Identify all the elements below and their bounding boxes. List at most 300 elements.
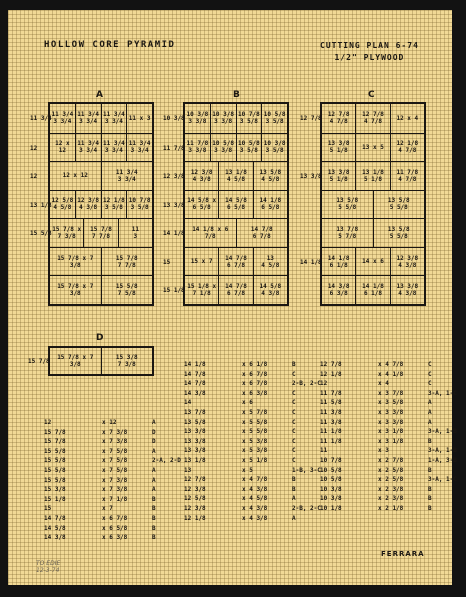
- diagram-cell: 14 7/8 6 7/8: [236, 219, 288, 247]
- diagram-row: [322, 275, 424, 304]
- cut-list-board: C: [292, 428, 296, 436]
- cut-list-item: [320, 370, 457, 380]
- diagram-row: [322, 133, 424, 162]
- plan-line-1: CUTTING PLAN 6-74: [320, 41, 419, 50]
- cut-list-dimension: x 3 3/8: [378, 418, 404, 426]
- cut-list-item: [44, 495, 181, 505]
- graph-paper: [8, 10, 457, 585]
- cut-list-dimension: x 3 3/8: [378, 408, 404, 416]
- cut-list-item: [320, 418, 457, 428]
- cut-list-dimension: 15 5/8: [44, 457, 66, 465]
- diagram-cell: 10 5/8 3 5/8: [236, 134, 262, 162]
- cut-list-dimension: 14 3/8: [44, 534, 66, 542]
- cut-list-board: 1-B, 3-C: [292, 466, 321, 474]
- cut-list-dimension: 12 7/8: [184, 476, 206, 484]
- row-dimension-label: 12 7/8: [300, 115, 322, 123]
- cut-list-item: [184, 389, 321, 399]
- diagram-row: [163, 190, 287, 219]
- diagram-cell: 15 7/8 7 7/8: [83, 219, 117, 247]
- cut-list-dimension: 15: [44, 505, 52, 513]
- cut-list-item: [320, 427, 457, 437]
- diagram-cell: 13 3/8 5 1/8: [327, 140, 350, 155]
- cut-list-dimension: x 4 5/8: [242, 495, 268, 503]
- cut-list-dimension: x 3 1/8: [378, 437, 404, 445]
- diagram-row: [30, 161, 152, 190]
- cutting-diagram-b: [163, 102, 289, 306]
- cut-list-dimension: 11 3/8: [320, 418, 342, 426]
- diagram-cell: 14 5/8 x 6 5/8: [187, 197, 217, 212]
- cut-list-item: [44, 533, 181, 543]
- cut-list-dimension: 11 5/8: [320, 399, 342, 407]
- cut-list-dimension: 11 7/8: [320, 389, 342, 397]
- cut-list-board: B: [152, 495, 156, 503]
- diagram-label-c: C: [368, 90, 375, 100]
- cut-list-item: [44, 504, 181, 514]
- cut-list-item: [44, 437, 181, 447]
- cut-list-board: C: [428, 370, 432, 378]
- cut-list-dimension: 11 3/8: [320, 408, 342, 416]
- diagram-row: [28, 348, 152, 374]
- diagram-cell: 15 7/8 x 7 3/8: [57, 254, 94, 269]
- cut-list-dimension: x 5 5/8: [242, 428, 268, 436]
- diagram-row: [163, 275, 287, 304]
- diagram-cell: 12 5/8 4 5/8: [51, 197, 74, 212]
- diagram-row: [163, 218, 287, 247]
- cut-list-dimension: 13 1/8: [184, 456, 206, 464]
- cut-list-dimension: 14 7/8: [44, 514, 66, 522]
- cut-list-dimension: 10 5/8: [320, 466, 342, 474]
- row-dimension-label: 15: [163, 258, 171, 266]
- cut-list-board: C: [292, 456, 296, 464]
- cut-list-dimension: 13 3/8: [184, 447, 206, 455]
- cut-list-item: [44, 514, 181, 524]
- cut-list-dimension: x 5: [242, 466, 253, 474]
- cut-list-dimension: x 6 1/8: [242, 361, 268, 368]
- cut-list-dimension: x 5 1/8: [242, 456, 268, 464]
- cut-list-dimension: 11: [320, 447, 328, 455]
- cut-list-dimension: x 4 7/8: [242, 476, 268, 484]
- cut-list-dimension: x 7 1/8: [102, 495, 128, 503]
- cut-list-dimension: 14: [184, 399, 192, 407]
- row-dimension-label: 11 3/4: [30, 115, 52, 123]
- cut-list-dimension: 15 5/8: [44, 476, 66, 484]
- cut-list-dimension: x 2 5/8: [378, 476, 404, 484]
- cut-list-item: [184, 504, 321, 514]
- cut-list-dimension: 13 3/8: [184, 428, 206, 436]
- row-dimension-label: 15 1/8: [163, 287, 185, 295]
- cut-list-dimension: 15 3/8: [44, 486, 66, 494]
- cut-list-left: [44, 418, 181, 543]
- cut-list-dimension: x 2 5/8: [378, 466, 404, 474]
- cut-list-item: [184, 398, 321, 408]
- cut-list-dimension: x 6 7/8: [242, 380, 268, 388]
- diagram-cell: 15 7/8 x 7 3/8: [57, 354, 94, 368]
- cut-list-dimension: x 6 3/8: [102, 534, 128, 542]
- diagram-cell: 14 1/8 x 6 7/8: [192, 226, 229, 241]
- cut-list-item: [320, 389, 457, 399]
- cut-list-item: [184, 408, 321, 418]
- diagram-cell: 13 1/8 4 5/8: [218, 162, 252, 190]
- diagram-cell: 15 x 7: [190, 258, 213, 266]
- diagram-cell: 15 7/8 7 7/8: [101, 248, 153, 276]
- cut-list-board: A: [152, 476, 156, 484]
- cut-list-dimension: x 4 3/8: [242, 485, 268, 493]
- diagram-cell: 10 3/8 3 3/8: [186, 111, 209, 126]
- diagram-row: [322, 190, 424, 219]
- cut-list-item: [44, 447, 181, 457]
- diagram-cell: 12 3/8 4 3/8: [190, 168, 213, 183]
- diagram-row: [50, 247, 152, 276]
- cut-list-item: [184, 475, 321, 485]
- cut-list-dimension: x 4 3/8: [242, 504, 268, 512]
- cut-list-board: A: [428, 408, 432, 416]
- cut-list-board: B: [428, 437, 432, 445]
- cut-list-item: [320, 360, 457, 370]
- diagram-row: [300, 104, 424, 133]
- dedication-line-2: 12-3-74: [36, 567, 60, 574]
- diagram-cell: 12 1/8 4 7/8: [390, 134, 424, 162]
- row-dimension-label: 13 3/8: [300, 173, 322, 181]
- cut-list-board: B: [428, 466, 432, 474]
- cut-list-dimension: 11 1/8: [320, 437, 342, 445]
- cut-list-item: [320, 475, 457, 485]
- cut-list-board: A: [292, 495, 296, 503]
- row-dimension-label: 15 5/8: [30, 230, 52, 238]
- cut-list-dimension: 12 3/8: [184, 504, 206, 512]
- cut-list-item: [184, 418, 321, 428]
- cut-list-dimension: 12 5/8: [184, 495, 206, 503]
- cut-list-board: C: [292, 370, 296, 378]
- cut-list-item: [44, 428, 181, 438]
- diagram-cell: 11 7/8 4 7/8: [390, 162, 424, 190]
- diagram-cell: 11 3/4 3 3/4: [126, 134, 152, 162]
- cut-list-dimension: 14 3/8: [184, 389, 206, 397]
- cut-list-item: [44, 456, 181, 466]
- diagram-cell: 11 3/4 3 3/4: [75, 134, 101, 162]
- cut-list-board: C: [292, 418, 296, 426]
- cut-list-dimension: 13 3/8: [184, 437, 206, 445]
- cut-list-dimension: 15 7/8: [44, 438, 66, 446]
- cut-list-board: C: [428, 380, 432, 388]
- cut-list-item: [184, 370, 321, 380]
- cut-list-dimension: 14 5/8: [44, 524, 66, 532]
- diagram-label-a: A: [96, 90, 103, 100]
- cut-list-dimension: 12 3/8: [184, 485, 206, 493]
- cut-list-dimension: 11 1/8: [320, 428, 342, 436]
- cut-list-dimension: 10 7/8: [320, 456, 342, 464]
- cut-list-item: [184, 379, 321, 389]
- plan-heading: [320, 40, 419, 64]
- cut-list-board: B: [428, 504, 432, 512]
- row-dimension-label: 12 3/8: [163, 173, 185, 181]
- cut-list-item: [320, 504, 457, 514]
- cut-list-dimension: x 7 5/8: [102, 447, 128, 455]
- diagram-cell: 14 3/8 6 3/8: [327, 283, 350, 298]
- diagram-cell: 13 7/8 5 7/8: [336, 226, 359, 241]
- cut-list-dimension: x 4: [378, 380, 389, 388]
- cut-list-board: D: [152, 438, 156, 446]
- cut-list-dimension: x 2 1/8: [378, 504, 404, 512]
- diagram-cell: 10 3/8 3 5/8: [261, 134, 287, 162]
- diagram-cell: 11 3/4 3 3/4: [101, 134, 127, 162]
- diagram-cell: 11 3: [118, 219, 152, 247]
- diagram-row: [300, 247, 424, 276]
- cut-list-board: D: [152, 428, 156, 436]
- diagram-cell: 12 x 12: [55, 140, 70, 155]
- cut-list-item: [44, 485, 181, 495]
- cut-list-item: [184, 437, 321, 447]
- cut-list-dimension: x 7 3/8: [102, 476, 128, 484]
- row-dimension-label: 14 1/8: [300, 258, 322, 266]
- cut-list-dimension: x 5 7/8: [242, 408, 268, 416]
- cut-list-dimension: 15 7/8: [44, 428, 66, 436]
- diagram-cell: 14 1/8 6 1/8: [327, 254, 350, 269]
- cut-list-middle: [184, 360, 321, 523]
- diagram-cell: 15 3/8 7 3/8: [101, 348, 153, 374]
- cut-list-dimension: 10 3/8: [320, 495, 342, 503]
- artist-signature: FERRARA: [381, 550, 425, 558]
- diagram-row: [30, 104, 152, 133]
- diagram-cell: 11 3/4 3 3/4: [101, 104, 127, 133]
- diagram-cell: 15 7/8 x 7 3/8: [52, 226, 82, 241]
- cut-list-item: [184, 456, 321, 466]
- diagram-cell: 14 x 6: [355, 248, 389, 276]
- row-dimension-label: 14 1/8: [163, 230, 185, 238]
- cut-list-board: A: [152, 466, 156, 474]
- cut-list-board: 3-A, 1-B: [428, 447, 457, 455]
- cut-list-dimension: x 7 5/8: [102, 457, 128, 465]
- cut-list-right: [320, 360, 457, 514]
- diagram-cell: 11 3/4 3 3/4: [75, 104, 101, 133]
- diagram-cell: 14 7/8 6 7/8: [218, 276, 252, 304]
- diagram-row: [163, 104, 287, 133]
- diagram-row: [30, 190, 152, 219]
- cut-list-dimension: x 5 5/8: [242, 418, 268, 426]
- cut-list-dimension: 15 5/8: [44, 447, 66, 455]
- cut-list-dimension: x 6 7/8: [102, 514, 128, 522]
- dedication-note: [36, 560, 60, 574]
- diagram-cell: 15 5/8 7 5/8: [101, 276, 153, 304]
- cut-list-item: [184, 485, 321, 495]
- diagram-cell: 12 3/8 4 3/8: [75, 191, 101, 219]
- cut-list-item: [320, 485, 457, 495]
- diagram-cell: 12 1/8 3 5/8: [101, 191, 127, 219]
- diagram-cell: 15 1/8 x 7 1/8: [187, 283, 217, 298]
- row-dimension-label: 13 3/8: [163, 201, 185, 209]
- cut-list-dimension: x 6 7/8: [242, 370, 268, 378]
- cutting-diagram-d: [28, 346, 154, 376]
- cut-list-board: A: [292, 514, 296, 522]
- diagram-label-b: B: [233, 90, 240, 100]
- cut-list-board: 2-A, 2-D: [152, 457, 181, 465]
- diagram-cell: 12 7/8 4 7/8: [327, 111, 350, 126]
- diagram-cell: 13 1/8 5 1/8: [355, 162, 389, 190]
- diagram-row: [300, 161, 424, 190]
- cutting-diagram-a: [30, 102, 154, 306]
- diagram-cell: 14 5/8 6 5/8: [218, 191, 252, 219]
- cut-list-dimension: x 12: [102, 419, 117, 426]
- diagram-cell: 14 1/8 6 1/8: [355, 276, 389, 304]
- cut-list-board: B: [428, 485, 432, 493]
- cut-list-item: [320, 398, 457, 408]
- diagram-cell: 14 1/8 6 5/8: [253, 191, 287, 219]
- diagram-cell: 15 7/8 x 7 3/8: [57, 283, 94, 298]
- diagram-cell: 11 3/4 3 3/4: [101, 162, 153, 190]
- cut-list-item: [320, 379, 457, 389]
- row-dimension-label: 13 1/8: [30, 201, 52, 209]
- cut-list-item: [44, 466, 181, 476]
- cut-list-dimension: 13 5/8: [184, 418, 206, 426]
- cut-list-board: B: [292, 476, 296, 484]
- cut-list-board: 3-A, 1-C: [428, 476, 457, 484]
- diagram-cell: 13 5/8 4 5/8: [253, 162, 287, 190]
- cut-list-item: [44, 476, 181, 486]
- cut-list-board: B: [152, 505, 156, 513]
- cut-list-dimension: 14 7/8: [184, 380, 206, 388]
- cut-list-board: A: [152, 486, 156, 494]
- cut-list-item: [320, 437, 457, 447]
- cut-list-dimension: x 5 3/8: [242, 447, 268, 455]
- cut-list-item: [184, 514, 321, 524]
- cut-list-item: [184, 360, 321, 370]
- row-dimension-label: 10 3/8: [163, 115, 185, 123]
- cut-list-board: 3-A, 1-B: [428, 428, 457, 436]
- dedication-line-1: TO EDIE: [36, 560, 61, 567]
- cut-list-board: A: [428, 418, 432, 426]
- cut-list-board: B: [152, 524, 156, 532]
- cut-list-item: [320, 494, 457, 504]
- cut-list-dimension: x 2 7/8: [378, 456, 404, 464]
- diagram-cell: 12 x 12: [62, 172, 88, 180]
- cut-list-dimension: 10 5/8: [320, 476, 342, 484]
- cut-list-dimension: 15 5/8: [44, 466, 66, 474]
- diagram-cell: 14 5/8 4 3/8: [253, 276, 287, 304]
- cut-list-dimension: x 6 3/8: [242, 389, 268, 397]
- drawing-title: HOLLOW CORE PYRAMID: [44, 40, 176, 50]
- cut-list-item: [320, 408, 457, 418]
- cut-list-dimension: 15 1/8: [44, 495, 66, 503]
- diagram-cell: 13 5/8 5 5/8: [373, 219, 425, 247]
- cut-list-dimension: x 4 3/8: [242, 514, 268, 522]
- cut-list-board: B: [292, 485, 296, 493]
- row-dimension-label: 15 7/8: [28, 358, 50, 366]
- cut-list-board: 2-B, 2-C: [292, 380, 321, 388]
- cut-list-item: [184, 446, 321, 456]
- cut-list-dimension: 12 1/8: [320, 370, 342, 378]
- diagram-cell: 10 7/8 3 5/8: [236, 104, 262, 133]
- cut-list-dimension: x 5 3/8: [242, 437, 268, 445]
- cut-list-board: C: [428, 361, 432, 368]
- cut-list-board: C: [292, 447, 296, 455]
- cut-list-dimension: 14 7/8: [184, 370, 206, 378]
- cut-list-dimension: x 7: [102, 505, 113, 513]
- diagram-cell: 13 3/8 4 3/8: [390, 276, 424, 304]
- cut-list-dimension: 13: [184, 466, 192, 474]
- cut-list-board: B: [428, 495, 432, 503]
- cut-list-dimension: x 4 7/8: [378, 361, 404, 368]
- diagram-row: [163, 133, 287, 162]
- cut-list-item: [320, 446, 457, 456]
- cut-list-board: 1-A, 3-B: [428, 456, 457, 464]
- cut-list-dimension: x 3 1/8: [378, 428, 404, 436]
- diagram-label-d: D: [96, 333, 104, 343]
- cut-list-board: C: [292, 408, 296, 416]
- diagram-cell: 12 3/8 4 3/8: [390, 248, 424, 276]
- cut-list-item: [44, 524, 181, 534]
- cut-list-item: [320, 466, 457, 476]
- cut-list-dimension: 14 1/8: [184, 361, 206, 368]
- cut-list-board: A: [428, 399, 432, 407]
- diagram-row: [322, 218, 424, 247]
- cut-list-dimension: x 2 3/8: [378, 485, 404, 493]
- cut-list-board: B: [292, 361, 296, 368]
- cut-list-board: A: [152, 419, 156, 426]
- cut-list-dimension: 10 3/8: [320, 485, 342, 493]
- cut-list-board: C: [292, 437, 296, 445]
- cut-list-board: C: [292, 399, 296, 407]
- cut-list-dimension: x 6: [242, 399, 253, 407]
- diagram-row: [30, 133, 152, 162]
- cut-list-dimension: x 3 5/8: [378, 399, 404, 407]
- diagram-row: [30, 218, 152, 247]
- diagram-row: [163, 247, 287, 276]
- cutting-diagram-c: [300, 102, 426, 306]
- cut-list-dimension: x 6 5/8: [102, 524, 128, 532]
- cut-list-item: [184, 466, 321, 476]
- diagram-cell: 10 7/8 3 5/8: [126, 191, 152, 219]
- cut-list-dimension: 10 1/8: [320, 504, 342, 512]
- cut-list-board: 2-B, 2-C: [292, 504, 321, 512]
- row-dimension-label: 11 7/8: [163, 144, 185, 152]
- diagram-cell: 14 7/8 6 7/8: [218, 248, 252, 276]
- cut-list-dimension: 13 7/8: [184, 408, 206, 416]
- diagram-cell: 13 3/8 5 1/8: [327, 168, 350, 183]
- diagram-row: [163, 161, 287, 190]
- diagram-cell: 13 5/8 5 5/8: [336, 197, 359, 212]
- cut-list-dimension: x 2 3/8: [378, 495, 404, 503]
- cut-list-dimension: 12 1/8: [184, 514, 206, 522]
- diagram-cell: 13 x 5: [355, 134, 389, 162]
- plan-line-2: 1/2" PLYWOOD: [334, 53, 405, 62]
- diagram-cell: 12 x 4: [390, 104, 424, 133]
- row-dimension-label: 12: [30, 144, 38, 152]
- cut-list-dimension: x 7 3/8: [102, 438, 128, 446]
- diagram-cell: 10 3/8 3 3/8: [210, 104, 236, 133]
- cut-list-dimension: x 3: [378, 447, 389, 455]
- cut-list-board: A: [152, 447, 156, 455]
- cut-list-board: C: [292, 389, 296, 397]
- cut-list-dimension: 12: [320, 380, 328, 388]
- cut-list-item: [184, 494, 321, 504]
- cut-list-board: B: [152, 514, 156, 522]
- cut-list-item: [184, 427, 321, 437]
- cut-list-dimension: x 7 3/8: [102, 428, 128, 436]
- cut-list-dimension: x 3 7/8: [378, 389, 404, 397]
- diagram-cell: 10 5/8 3 3/8: [210, 134, 236, 162]
- cut-list-board: B: [152, 534, 156, 542]
- diagram-cell: 13 5/8 5 5/8: [373, 191, 425, 219]
- cut-list-dimension: x 7 3/8: [102, 486, 128, 494]
- cut-list-item: [44, 418, 181, 428]
- diagram-cell: 11 x 3: [126, 104, 152, 133]
- cut-list-item: [320, 456, 457, 466]
- cut-list-dimension: 12: [44, 419, 52, 426]
- diagram-row: [50, 275, 152, 304]
- cut-list-dimension: x 4 1/8: [378, 370, 404, 378]
- cut-list-dimension: x 7 5/8: [102, 466, 128, 474]
- row-dimension-label: 12: [30, 173, 38, 181]
- diagram-cell: 10 5/8 3 5/8: [261, 104, 287, 133]
